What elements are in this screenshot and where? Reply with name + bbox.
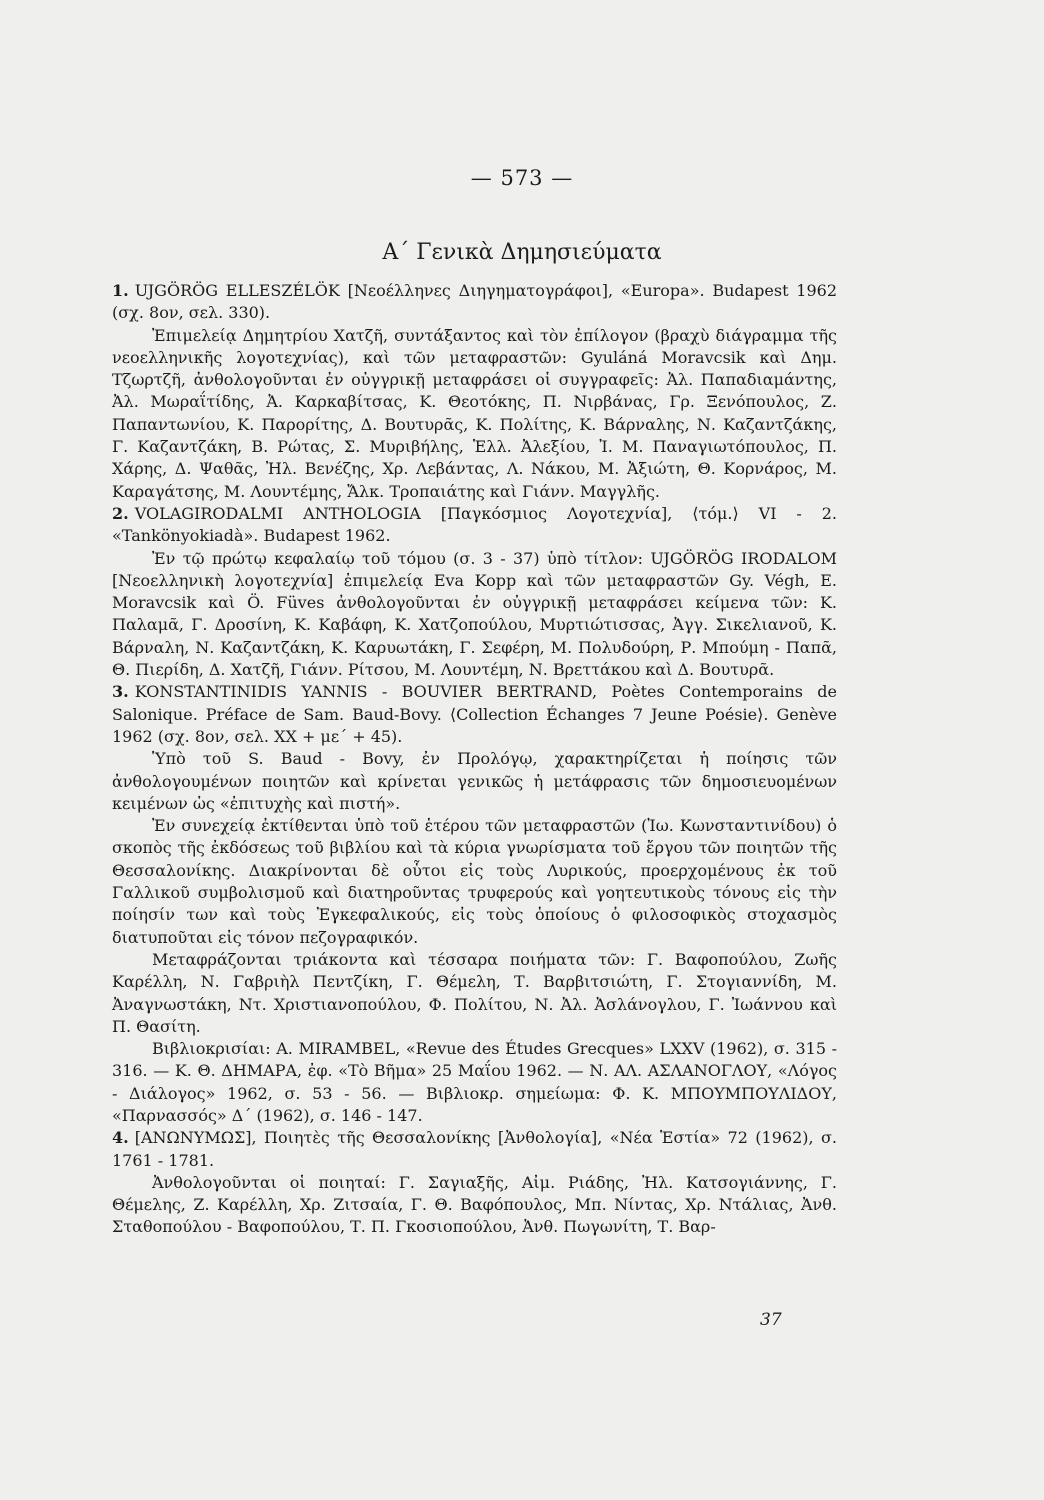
entry-3-head: 3. KONSTANTINIDIS YANNIS - BOUVIER BERTRAND, Poètes Contemporains de Salonique. Préface de Sam. Baud-Bovy. ⟨Collection Échanges 7 Jeune Poésie⟩. Genève 1962 (σχ. 8ον, σελ. XX + με΄ + 45). xyxy=(112,682,837,746)
page-number: — 573 — xyxy=(470,166,574,190)
entry-number: 3. xyxy=(112,682,129,702)
entry-4-head: 4. [ΑΝΩΝΥΜΩΣ], Ποιητὲς τῆς Θεσσαλονίκης [Ἀνθολογία], «Νέα Ἑστία» 72 (1962), σ. 1761 - 1781. xyxy=(112,1128,837,1170)
entry-2-head: 2. VOLAGIRODALMI ANTHOLOGIA [Παγκόσμιος Λογοτεχνία], ⟨τόμ.⟩ VI - 2. «Tankönyokiadà». Budapest 1962. xyxy=(112,503,837,546)
section-title: Α΄ Γενικὰ Δημησιεύματα xyxy=(382,240,662,265)
signature-mark: 37 xyxy=(760,1310,782,1330)
entry-3-para-2: Ἐν συνεχείᾳ ἐκτίθενται ὑπὸ τοῦ ἑτέρου τῶν μεταφραστῶν (Ἰω. Κωνσταντινίδου) ὁ σκοπὸς τῆς ἐκδόσεως τοῦ βιβλίου καὶ τὰ κύρια γνωρίσματα τοῦ ἔργου τῶν ποιητῶν τῆς Θεσσαλονίκης. Διακρίνονται δὲ οὗτοι εἰς τοὺς Λυρικούς, προερχομένους ἐκ τοῦ Γαλλικοῦ συμβολισμοῦ καὶ διατηροῦντας τρυφερούς καὶ γοητευτικοὺς τόνους εἰς τὴν ποίησίν των καὶ τοὺς Ἐγκεφαλικούς, εἰς τοὺς ὁποίους ὁ φιλοσοφικὸς στοχασμὸς διατυποῦται εἰς τόνον πεζογραφικόν. xyxy=(112,816,837,947)
entry-1-body: Ἐπιμελείᾳ Δημητρίου Χατζῆ, συντάξαντος καὶ τὸν ἐπίλογον (βραχὺ διάγραμμα τῆς νεοελληνικῆς λογοτεχνίας), καὶ τῶν μεταφραστῶν: Gyuláná Moravcsik καὶ Δημ. Τζωρτζῆ, ἀνθολογοῦνται ἐν οὐγγρικῇ μεταφράσει οἱ συγγραφεῖς: Ἀλ. Παπαδιαμάντης, Ἀλ. Μωραΐτίδης, Ἀ. Καρκαβίτσας, Κ. Θεοτόκης, Π. Νιρβάνας, Γρ. Ξενόπουλος, Ζ. Παπαντωνίου, Κ. Παρορίτης, Δ. Βουτυρᾶς, Κ. Πολίτης, Κ. Βάρναλης, Ν. Καζαντζάκης, Γ. Καζαντζάκη, Β. Ρώτας, Σ. Μυριβήλης, Ἑλλ. Ἀλεξίου, Ἰ. Μ. Παναγιωτόπουλος, Π. Χάρης, Δ. Ψαθᾶς, Ἠλ. Βενέζης, Χρ. Λεβάντας, Λ. Νάκου, Μ. Ἀξιώτη, Θ. Κορνάρος, Μ. Καραγάτσης, Μ. Λουντέμης, Ἄλκ. Τροπαιάτης καὶ Γιάνν. Μαγγλῆς. xyxy=(112,325,837,501)
entry-number: 2. xyxy=(112,503,129,523)
entry-4-body: Ἀνθολογοῦνται οἱ ποιηταί: Γ. Σαγιαξῆς, Αἰμ. Ριάδης, Ἠλ. Κατσογιάννης, Γ. Θέμελης, Ζ. Καρέλλη, Χρ. Ζιτσαία, Γ. Θ. Βαφόπουλος, Μπ. Νίντας, Χρ. Ντάλιας, Ἀνθ. Σταθοπούλου - Βαφοπούλου, Τ. Π. Γκοσιοπούλου, Ἀνθ. Πωγωνίτη, Τ. Βαρ- xyxy=(112,1172,837,1237)
entry-3-para-3: Μεταφράζονται τριάκοντα καὶ τέσσαρα ποιήματα τῶν: Γ. Βαφοπούλου, Ζωῆς Καρέλλη, Ν. Γαβριὴλ Πεντζίκη, Γ. Θέμελη, Τ. Βαρβιτσιώτη, Γ. Στογιαννίδη, Μ. Ἀναγνωστάκη, Ντ. Χριστιανοπούλου, Φ. Πολίτου, Ν. Ἀλ. Ἀσλάνογλου, Γ. Ἰωάννου καὶ Π. Θασίτη. xyxy=(112,949,837,1036)
entry-number: 1. xyxy=(112,281,129,300)
entry-1-head: 1. UJGÖRÖG ELLESZÉLÖK [Νεοέλληνες Διηγηματογράφοι], «Europa». Budapest 1962 (σχ. 8ον, σελ. 330). xyxy=(112,281,837,323)
entry-number: 4. xyxy=(112,1128,129,1148)
bibliography-list xyxy=(112,280,837,1239)
entry-2-body: Ἐν τῷ πρώτῳ κεφαλαίῳ τοῦ τόμου (σ. 3 - 37) ὑπὸ τίτλον: UJGÖRÖG IRODALOM [Νεοελληνικὴ λογοτεχνία] ἐπιμελείᾳ Eva Kopp καὶ τῶν μεταφραστῶν Gy. Végh, E. Moravcsik καὶ Ö. Füves ἀνθολογοῦνται ἐν οὐγγρικῇ μεταφράσει κείμενα τῶν: Κ. Παλαμᾶ, Γ. Δροσίνη, Κ. Καβάφη, Κ. Χατζοπούλου, Μυρτιώτισσας, Ἀγγ. Σικελιανοῦ, Κ. Βάρναλη, Ν. Καζαντζάκη, Κ. Καρυωτάκη, Γ. Σεφέρη, Μ. Πολυδούρη, Ρ. Μπούμη - Παπᾶ, Θ. Πιερίδη, Δ. Χατζῆ, Γιάνν. Ρίτσου, Μ. Λουντέμη, Ν. Βρεττάκου καὶ Δ. Βουτυρᾶ. xyxy=(112,548,837,680)
entry-3-reviews: Βιβλιοκρισίαι: A. MIRAMBEL, «Revue des Études Grecques» LXXV (1962), σ. 315 - 316. — Κ. Θ. ΔΗΜΑΡΑ, ἐφ. «Τὸ Βῆμα» 25 Μαΐου 1962. — Ν. ΑΛ. ΑΣΛΑΝΟΓΛΟΥ, «Λόγος - Διάλογος» 1962, σ. 53 - 56. — Βιβλιοκρ. σημείωμα: Φ. Κ. ΜΠΟΥΜΠΟΥΛΙΔΟΥ, «Παρνασσός» Δ΄ (1962), σ. 146 - 147. xyxy=(112,1039,837,1125)
entry-3-para-1: Ὑπὸ τοῦ S. Baud - Bovy, ἐν Προλόγῳ, χαρακτηρίζεται ἡ ποίησις τῶν ἀνθολογουμένων ποιητῶν καὶ κρίνεται γενικῶς ἡ μετάφρασις τῶν δημοσιευομένων κειμένων ὡς «ἐπιτυχὴς καὶ πιστή». xyxy=(112,749,837,813)
